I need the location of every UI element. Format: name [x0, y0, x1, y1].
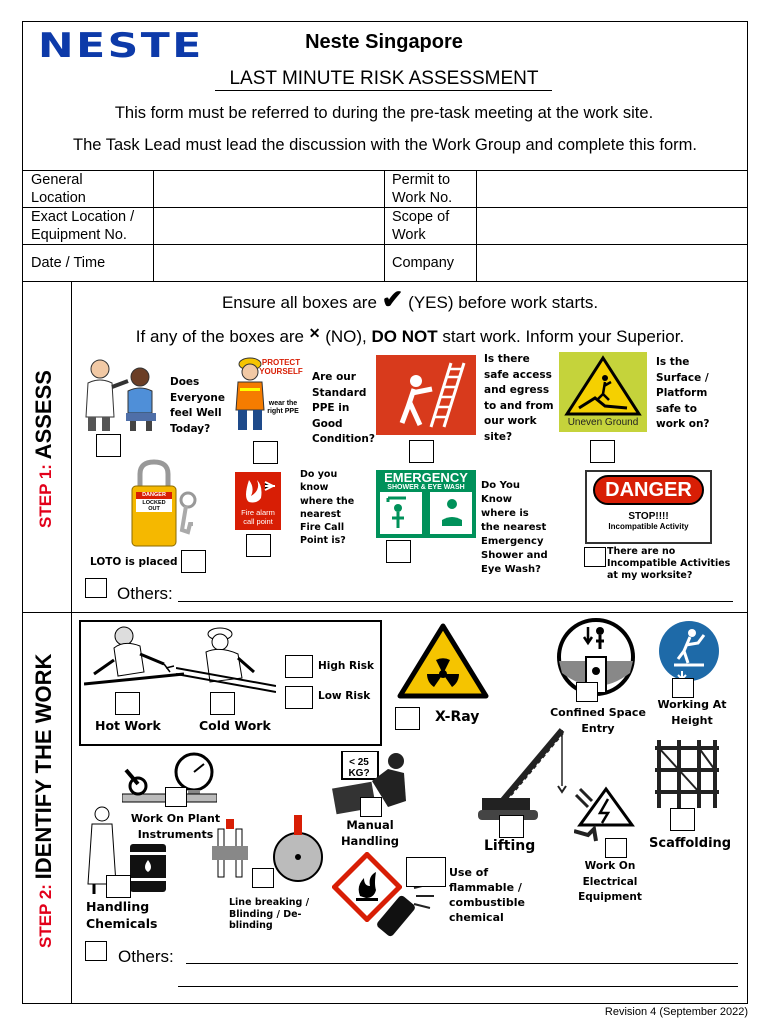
- permit-label: Permit to Work No.: [392, 172, 453, 206]
- loto-tag-danger: DANGER: [142, 492, 166, 498]
- shower-sign-sub: SHOWER & EYE WASH: [387, 484, 465, 491]
- fire-call-question: Do you know where the nearest Fire Call Point is?: [300, 469, 355, 547]
- step2-label: STEP 2: IDENTIFY THE WORK: [31, 653, 56, 948]
- working-at-height-icon: [654, 621, 724, 681]
- intro-text-2: The Task Lead must lead the discussion with the Work Group and complete this form.: [73, 136, 697, 154]
- others-step1-label: Others:: [117, 584, 173, 603]
- others-step1-checkbox[interactable]: [85, 578, 107, 598]
- permit-field[interactable]: [477, 171, 747, 207]
- general-location-label: General Location: [31, 172, 86, 206]
- table-border: [22, 281, 748, 282]
- form-title: LAST MINUTE RISK ASSESSMENT: [229, 68, 539, 89]
- others-step2-label: Others:: [118, 947, 174, 966]
- lifting-label: Lifting: [484, 838, 536, 854]
- manual-handling-label: Manual Handling: [340, 818, 400, 848]
- radiation-sign-icon: [396, 622, 490, 700]
- fire-call-checkbox[interactable]: [246, 534, 271, 557]
- working-at-height-checkbox[interactable]: [672, 678, 694, 698]
- cold-work-checkbox[interactable]: [210, 692, 235, 715]
- others-step2-line-1[interactable]: [186, 963, 738, 964]
- hot-work-checkbox[interactable]: [115, 692, 140, 715]
- line-breaking-checkbox[interactable]: [252, 868, 274, 888]
- uneven-ground-caption: Uneven Ground: [567, 417, 639, 428]
- exact-location-label: Exact Location / Equipment No.: [31, 209, 135, 243]
- spray-can-icon: [376, 882, 442, 938]
- low-risk-label: Low Risk: [318, 690, 371, 702]
- ppe-sign-sub: wear the right PPE: [267, 400, 299, 415]
- scaffolding-icon: [655, 740, 719, 808]
- revision-note: Revision 4 (September 2022): [604, 1006, 748, 1018]
- flammable-label: Use of flammable / combustible chemical: [449, 866, 525, 924]
- xray-label: X-Ray: [435, 709, 480, 725]
- confined-space-checkbox[interactable]: [576, 682, 598, 702]
- shower-checkbox[interactable]: [386, 540, 411, 563]
- confined-space-label: Confined Space Entry: [550, 706, 646, 735]
- step-column-divider: [71, 281, 72, 1004]
- exact-location-field[interactable]: [154, 208, 384, 244]
- well-question: Does Everyone feel Well Today?: [170, 376, 225, 435]
- brand-logo: NESTE: [38, 26, 204, 66]
- danger-stop: STOP!!!!: [628, 511, 669, 522]
- ppe-checkbox[interactable]: [253, 441, 278, 464]
- date-time-label: Date / Time: [31, 255, 106, 271]
- company-title: Neste Singapore: [305, 31, 463, 53]
- step-divider: [22, 612, 748, 613]
- ladder-sign-icon: [376, 355, 476, 435]
- high-risk-label: High Risk: [318, 660, 374, 672]
- shower-sign-title: EMERGENCY: [384, 470, 468, 485]
- scope-field[interactable]: [477, 208, 747, 244]
- scaffolding-checkbox[interactable]: [670, 808, 695, 831]
- surface-checkbox[interactable]: [590, 440, 615, 463]
- handling-chemicals-checkbox[interactable]: [106, 875, 131, 898]
- working-at-height-label: Working At Height: [657, 698, 727, 727]
- hot-work-label: Hot Work: [95, 718, 161, 733]
- manual-handling-checkbox[interactable]: [360, 797, 382, 817]
- step1-label: STEP 1: ASSESS: [31, 370, 56, 528]
- ppe-sign-title: PROTECT YOURSELF: [259, 358, 303, 376]
- incompatible-checkbox[interactable]: [584, 547, 606, 567]
- doctor-patient-icon: [80, 357, 160, 432]
- danger-sub: Incompatible Activity: [608, 522, 689, 531]
- electrical-icon: [574, 785, 636, 845]
- electrical-checkbox[interactable]: [605, 838, 627, 858]
- others-step2-line-2[interactable]: [178, 986, 738, 987]
- title-underline: [215, 90, 552, 91]
- date-time-field[interactable]: [154, 245, 384, 281]
- incompatible-question: There are no Incompatible Activities at my worksite?: [607, 546, 731, 581]
- instruction-no: If any of the boxes are ✕ (NO), DO NOT start work. Inform your Superior.: [135, 325, 685, 346]
- danger-sign-title: DANGER: [593, 475, 704, 505]
- electrical-label: Work On Electrical Equipment: [578, 860, 642, 903]
- flammable-checkbox[interactable]: [406, 857, 446, 887]
- low-risk-checkbox[interactable]: [285, 686, 313, 709]
- loto-tag-locked: LOCKED OUT: [142, 500, 166, 512]
- intro-text-1: This form must be referred to during the pre-task meeting at the work site.: [114, 104, 654, 122]
- company-field[interactable]: [477, 245, 747, 281]
- manual-handling-sign: < 25 KG?: [348, 757, 370, 779]
- general-location-field[interactable]: [154, 171, 384, 207]
- access-checkbox[interactable]: [409, 440, 434, 463]
- handling-chemicals-label: Handling Chemicals: [86, 899, 158, 931]
- others-step1-line[interactable]: [178, 601, 733, 602]
- welder-icon: [84, 624, 184, 694]
- well-checkbox[interactable]: [96, 434, 121, 457]
- shower-question: Do You Know where is the nearest Emergency Shower and Eye Wash?: [481, 480, 548, 575]
- danger-sign: [585, 470, 712, 544]
- surface-question: Is the Surface / Platform safe to work on?: [656, 356, 710, 430]
- lifting-checkbox[interactable]: [499, 815, 524, 838]
- loto-label: LOTO is placed: [90, 556, 178, 568]
- instruction-yes: Ensure all boxes are ✔ (YES) before work starts.: [221, 284, 599, 314]
- loto-checkbox[interactable]: [181, 550, 206, 573]
- crane-icon: [478, 726, 570, 822]
- xray-checkbox[interactable]: [395, 707, 420, 730]
- company-label: Company: [392, 255, 455, 271]
- scaffolding-label: Scaffolding: [649, 836, 732, 851]
- ppe-question: Are our Standard PPE in Good Condition?: [312, 371, 375, 445]
- access-question: Is there safe access and egress to and from our work site?: [484, 353, 554, 443]
- cold-work-label: Cold Work: [199, 718, 271, 733]
- high-risk-checkbox[interactable]: [285, 655, 313, 678]
- plant-instruments-checkbox[interactable]: [165, 787, 187, 807]
- cold-work-icon: [176, 624, 276, 694]
- scope-label: Scope of Work: [392, 209, 450, 243]
- table-border: [384, 170, 385, 281]
- line-breaking-label: Line breaking / Blinding / De-blinding: [229, 897, 310, 931]
- fire-alarm-caption: Fire alarm call point: [241, 508, 275, 526]
- others-step2-checkbox[interactable]: [85, 941, 107, 961]
- plant-instruments-label: Work On Plant Instruments: [130, 812, 221, 841]
